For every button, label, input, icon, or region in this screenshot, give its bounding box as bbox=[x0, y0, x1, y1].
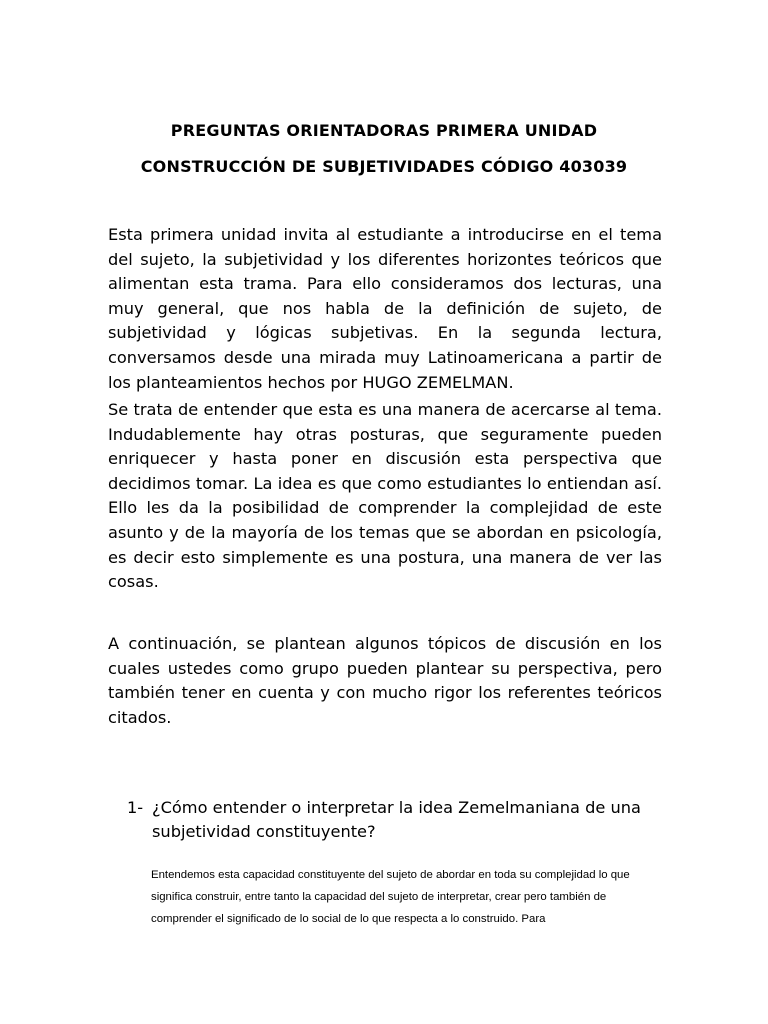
question-text: ¿Cómo entender o interpretar la idea Zemelmaniana de una subjetividad constituyente? bbox=[152, 798, 641, 841]
question-item bbox=[127, 796, 662, 844]
intro-paragraph: Esta primera unidad invita al estudiante a introducirse en el tema del sujeto, la subjetividad y los diferentes horizontes teóricos que alimentan esta trama. Para ello consideramos dos lecturas, una muy general, que nos habla de la definición de sujeto, de subjetividad y lógicas subjetivas. En la segunda lectura, conversamos desde una mirada muy Latinoamericana a partir de los planteamientos hechos por HUGO ZEMELMAN. bbox=[108, 225, 662, 392]
document-subtitle: CONSTRUCCIÓN DE SUBJETIVIDADES CÓDIGO 403039 bbox=[140, 157, 628, 176]
perspective-paragraph: Se trata de entender que esta es una manera de acercarse al tema. Indudablemente hay otras posturas, que seguramente pueden enriquecer y hasta poner en discusión esta perspectiva que decidimos tomar. La idea es que como estudiantes lo entiendan así. Ello les da la posibilidad de comprender la complejidad de este asunto y de la mayoría de los temas que se abordan en psicología, es decir esto simplemente es una postura, una manera de ver las cosas. bbox=[108, 400, 662, 592]
document-title: PREGUNTAS ORIENTADORAS PRIMERA UNIDAD bbox=[170, 121, 598, 140]
question-number: 1- bbox=[127, 798, 144, 817]
discussion-paragraph: A continuación, se plantean algunos tópicos de discusión en los cuales ustedes como grupo pueden plantear su perspectiva, pero también tener en cuenta y con mucho rigor los referentes teóricos citados. bbox=[108, 634, 662, 727]
answer-text: Entendemos esta capacidad constituyente del sujeto de abordar en toda su complejidad lo que significa construir, entre tanto la capacidad del sujeto de interpretar, crear pero también de comprender el significado de lo social de lo que respecta a lo construido. Para bbox=[151, 869, 630, 925]
